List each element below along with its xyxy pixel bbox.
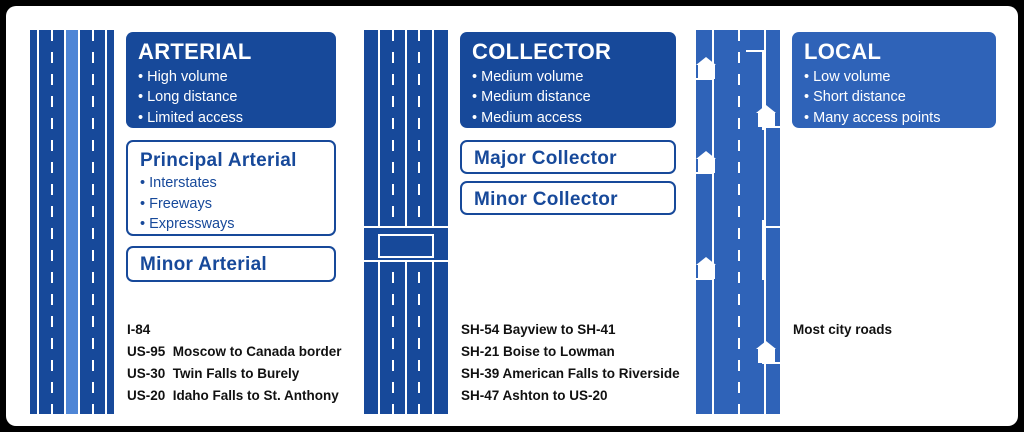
route-item: US-30 Twin Falls to Burely — [127, 365, 300, 381]
road-center-line — [405, 30, 407, 414]
route-item: I-84 — [127, 322, 151, 337]
collector-road-graphic — [364, 30, 448, 414]
bullet: • Freeways — [140, 194, 322, 215]
road-median — [66, 30, 78, 414]
route-item: SH-39 American Falls to Riverside — [461, 365, 680, 381]
bullet: • High volume — [138, 67, 324, 88]
bullet: • Medium volume — [472, 67, 664, 88]
bullet: • Low volume — [804, 67, 984, 88]
intersection-graphic — [364, 226, 448, 262]
arterial-header-card — [126, 32, 336, 128]
arterial-title: ARTERIAL — [138, 39, 252, 64]
principal-arterial-bullets — [140, 173, 322, 235]
road-dash-line — [418, 30, 420, 414]
major-collector-title: Major Collector — [474, 148, 617, 169]
side-street — [762, 220, 764, 280]
bullet: • Many access points — [804, 108, 984, 129]
house-icon — [758, 112, 775, 127]
route-item: US-95 Moscow to Canada border — [127, 343, 342, 359]
minor-collector-card — [460, 181, 676, 215]
local-bullets — [804, 67, 984, 129]
collector-header-card — [460, 32, 676, 128]
arterial-bullets — [138, 67, 324, 129]
side-street — [762, 50, 764, 130]
minor-arterial-title: Minor Arterial — [140, 254, 268, 275]
local-route-list — [793, 319, 993, 341]
principal-arterial-title: Principal Arterial — [140, 150, 297, 171]
arterial-route-list — [127, 319, 357, 406]
local-header-card — [792, 32, 996, 128]
road-dash-line — [51, 30, 53, 414]
bullet: • Short distance — [804, 87, 984, 108]
arterial-road-graphic — [30, 30, 114, 414]
principal-arterial-card — [126, 140, 336, 236]
house-icon — [698, 264, 715, 279]
road-dash-line — [392, 30, 394, 414]
route-item: Most city roads — [793, 322, 893, 337]
collector-bullets — [472, 67, 664, 129]
bullet: • Long distance — [138, 87, 324, 108]
road-edge-line — [105, 30, 107, 414]
road-edge-line — [432, 30, 434, 414]
house-icon — [758, 348, 775, 363]
bullet: • Limited access — [138, 108, 324, 129]
road-median-line-left — [64, 30, 66, 414]
route-item: SH-21 Boise to Lowman — [461, 343, 615, 359]
road-edge-line — [37, 30, 39, 414]
route-item: SH-54 Bayview to SH-41 — [461, 322, 616, 337]
major-collector-card — [460, 140, 676, 174]
collector-route-list — [461, 319, 711, 406]
bullet: • Medium access — [472, 108, 664, 129]
bullet: • Interstates — [140, 173, 322, 194]
road-dash-line — [738, 30, 740, 414]
diagram-white-panel — [6, 6, 1018, 426]
road-edge-line — [712, 30, 714, 414]
driveway — [762, 226, 780, 228]
local-title: LOCAL — [804, 39, 882, 64]
collector-title: COLLECTOR — [472, 39, 612, 64]
minor-collector-title: Minor Collector — [474, 189, 618, 210]
road-median-line-right — [78, 30, 80, 414]
intersection-box — [378, 234, 434, 258]
bullet: • Medium distance — [472, 87, 664, 108]
route-item: US-20 Idaho Falls to St. Anthony — [127, 387, 339, 403]
minor-arterial-card — [126, 246, 336, 282]
road-edge-line — [378, 30, 380, 414]
house-icon — [698, 158, 715, 173]
bullet: • Expressways — [140, 214, 322, 235]
house-icon — [698, 64, 715, 79]
road-dash-line — [92, 30, 94, 414]
route-item: SH-47 Ashton to US-20 — [461, 387, 608, 403]
